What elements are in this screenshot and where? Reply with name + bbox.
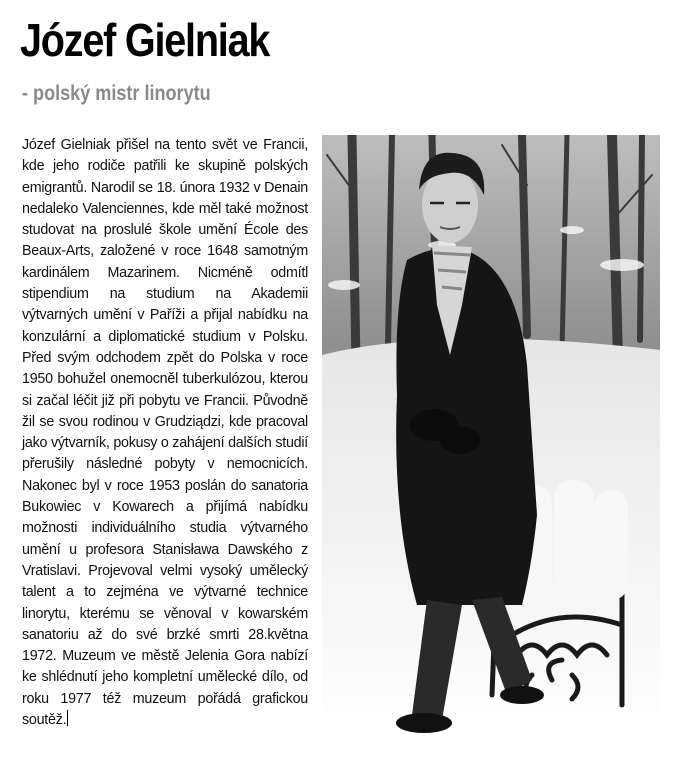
portrait-photo-icon xyxy=(322,135,660,738)
article-body xyxy=(22,135,308,731)
article-paragraph: Józef Gielniak přišel na tento svět ve Francii, kde jeho rodiče patřili ke skupině polských emigrantů. Narodil se 18. února 1932 v Denain nedaleko Valenciennes, kde měl také možnost studovat na proslulé škole umění École des Beaux-Arts, založené v roce 1648 samotným kardinálem Mazarinem. Nicméně odmítl stipendium na studium na Akademii výtvarných umění v Paříži a přijal nabídku na konzulární a diplomatické studium v Polsku. Před svým odchodem zpět do Polska v roce 1950 bohužel onemocněl tuberkulózou, kterou si začal léčit již při pobytu ve Francii. Původně žil se svou rodinou v Grudziądzi, kde pracoval jako výtvarník, pokusy o zahájení dalších studií přerušily následné pobyty v nemocnicích. Nakonec byl v roce 1953 poslán do sanatoria Bukowiec v Kowarech a přijímá nabídku možnosti individuálního studia výtvarného umění u profesora Stanisława Dawského z Vratislavi. Projevoval velmi vysoký umělecký talent a to zejména ve výtvarné technice linorytu, kterému se věnoval v kowarském sanatoriu až do své brzké smrti 28.května 1972. Muzeum ve městě Jelenia Gora nabízí ke shlédnutí jeho kompletní umělecké dílo, od roku 1977 též muzeum pořádá grafickou soutěž. xyxy=(22,137,309,729)
text-cursor xyxy=(67,710,68,726)
page-title: Józef Gielniak xyxy=(20,14,270,66)
page-subtitle: - polský mistr linorytu xyxy=(22,82,211,105)
portrait-photo xyxy=(322,135,660,738)
